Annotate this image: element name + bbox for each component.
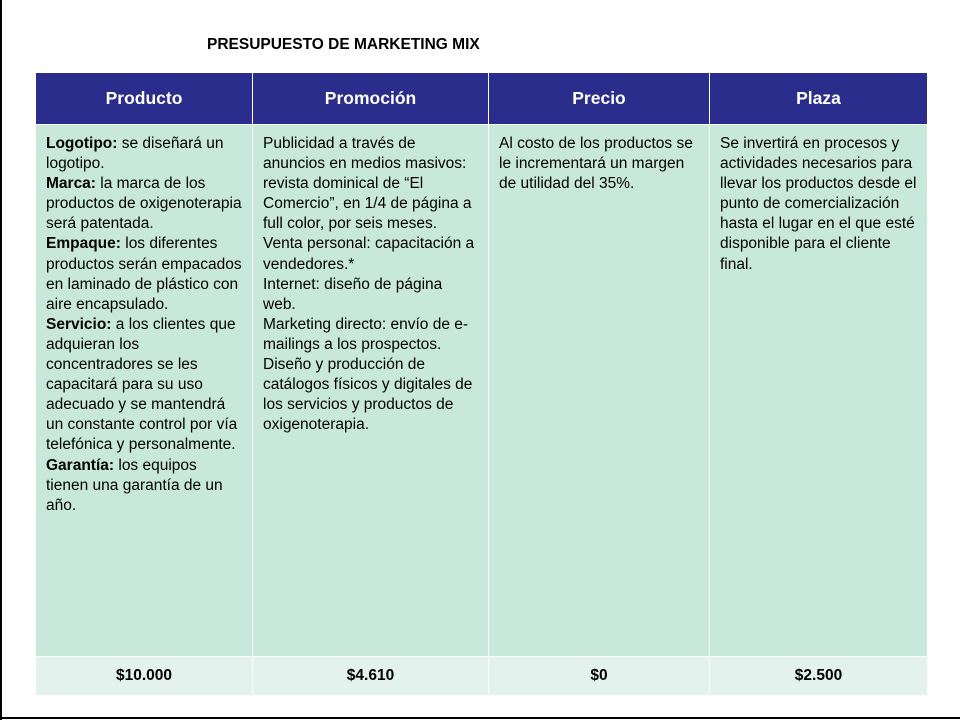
page-title: PRESUPUESTO DE MARKETING MIX: [207, 36, 480, 53]
header-precio: Precio: [489, 73, 710, 125]
promocion-item: Marketing directo: envío de e-mailings a los prospectos.: [263, 315, 469, 353]
producto-text: los equipos tienen una garantía de un año.: [46, 456, 223, 514]
header-producto: Producto: [36, 73, 253, 125]
producto-item-empaque: [46, 234, 242, 314]
total-plaza: $2.500: [710, 657, 928, 696]
left-border-line: [0, 0, 2, 720]
producto-term: Garantía:: [46, 456, 115, 474]
table-row: [36, 125, 928, 657]
cell-plaza: Se invertirá en procesos y actividades necesarios para llevar los productos desde el punto de comercialización hasta el lugar en el que esté disponible para el cliente final.: [710, 125, 928, 657]
producto-term: Empaque:: [46, 235, 121, 253]
promocion-item: Diseño y producción de catálogos físicos y digitales de los servicios y productos de oxigenoterapia.: [263, 356, 473, 434]
header-promocion: Promoción: [253, 73, 489, 125]
producto-term: Marca:: [46, 175, 96, 193]
total-precio: $0: [489, 657, 710, 696]
producto-term: Servicio:: [46, 315, 112, 333]
producto-item-servicio: [46, 315, 242, 456]
producto-item-logotipo: [46, 134, 242, 174]
cell-producto: [36, 125, 253, 657]
promocion-item: Venta personal: capacitación a vendedores.*: [263, 235, 475, 273]
totals-row: [36, 657, 928, 696]
producto-item-marca: [46, 174, 242, 234]
cell-promocion: [253, 125, 489, 657]
promocion-item: Internet: diseño de página web.: [263, 275, 443, 313]
bottom-border-line: [0, 717, 960, 719]
total-promocion: $4.610: [253, 657, 489, 696]
header-plaza: Plaza: [710, 73, 928, 125]
producto-term: Logotipo:: [46, 135, 118, 152]
producto-text: a los clientes que adquieran los concentradores se les capacitará para su uso adecuado y se mantendrá un constante control por vía telefónica y personalmente.: [46, 315, 238, 454]
producto-text: se diseñará un logotipo.: [46, 135, 224, 173]
cell-precio: Al costo de los productos se le incrementará un margen de utilidad del 35%.: [489, 125, 710, 657]
table-header-row: [36, 73, 928, 125]
promocion-item: Publicidad a través de anuncios en medios masivos: revista dominical de “El Comercio”, en 1/4 de página a full color, por seis meses.: [263, 135, 472, 233]
total-producto: $10.000: [36, 657, 253, 696]
producto-item-garantia: [46, 456, 242, 516]
marketing-mix-budget-table: [35, 72, 928, 696]
producto-text: la marca de los productos de oxigenoterapia será patentada.: [46, 175, 242, 233]
producto-text: los diferentes productos serán empacados en laminado de plástico con aire encapsulado.: [46, 235, 242, 313]
